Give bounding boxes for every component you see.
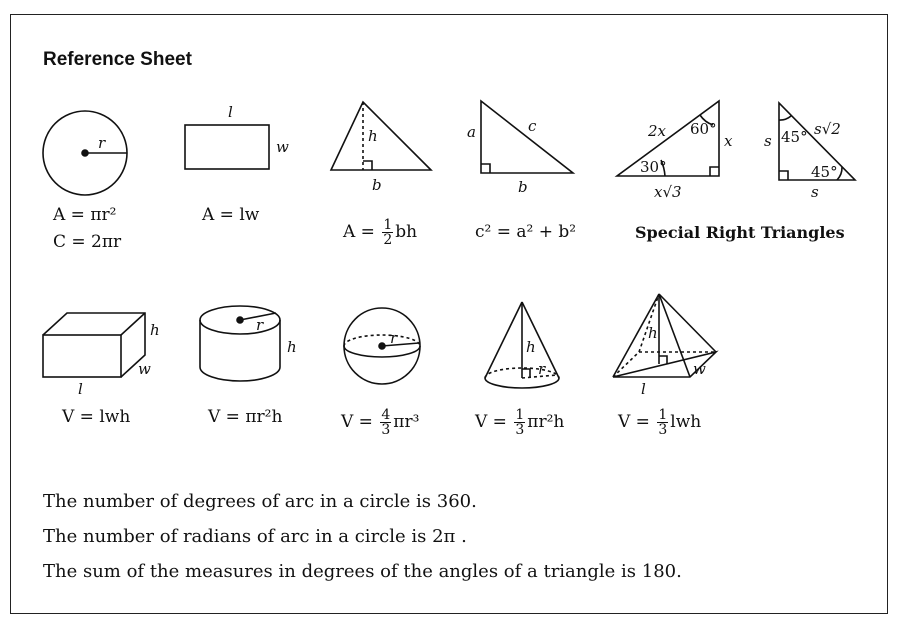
- tri30-long-label: x√3: [654, 183, 682, 201]
- cone-lhs: V =: [475, 412, 513, 432]
- right-tri-c-label: c: [528, 117, 537, 135]
- cone-r-label: r: [538, 360, 546, 378]
- sphere-rhs: πr³: [393, 412, 420, 432]
- tri30-hyp-label: 2x: [648, 122, 667, 140]
- tri30-short-label: x: [724, 132, 733, 150]
- sphere-figure: [344, 308, 420, 384]
- right-tri-a-label: a: [467, 123, 476, 141]
- special-right-triangles-label: Special Right Triangles: [635, 223, 845, 242]
- one-third-fraction: [657, 408, 668, 437]
- pyramid-volume-formula: [618, 408, 701, 437]
- sphere-volume-formula: [341, 408, 419, 437]
- cyl-h-label: h: [287, 338, 297, 356]
- one-third-fraction: [514, 408, 525, 437]
- triangle-30-60-90-figure: [617, 101, 733, 201]
- cylinder-volume-formula: V = πr²h: [208, 407, 283, 427]
- cone-volume-formula: [475, 408, 564, 437]
- fact-degrees-circle: The number of degrees of arc in a circle is 360.: [43, 491, 477, 512]
- rect-width-label: w: [276, 138, 289, 156]
- pyr-w-label: w: [693, 360, 706, 378]
- fraction-denominator: 3: [381, 422, 391, 438]
- fraction-numerator: 1: [383, 217, 393, 233]
- sphere-lhs: V =: [341, 412, 379, 432]
- fraction-numerator: 1: [515, 407, 525, 423]
- tri30-60-label: 60°: [690, 120, 717, 138]
- fraction-denominator: 3: [658, 422, 668, 438]
- triangle-area-lhs: A =: [343, 222, 381, 242]
- tri45-bottom-s-label: s: [811, 183, 819, 201]
- triangle-height-label: h: [368, 127, 378, 145]
- box-h-label: h: [150, 321, 160, 339]
- cone-h-label: h: [526, 338, 536, 356]
- rectangle-area-formula: A = lw: [202, 205, 260, 225]
- tri45-top-angle-label: 45°: [781, 128, 808, 146]
- cone-rhs: πr²h: [527, 412, 565, 432]
- fact-radians-circle: The number of radians of arc in a circle is 2π .: [43, 526, 467, 547]
- tri45-left-s-label: s: [764, 132, 772, 150]
- pyramid-rhs: lwh: [670, 412, 702, 432]
- pyramid-lhs: V =: [618, 412, 656, 432]
- right-tri-b-label: b: [518, 178, 528, 196]
- box-w-label: w: [138, 360, 151, 378]
- page-title: Reference Sheet: [43, 49, 192, 70]
- tri45-bottom-angle-label: 45°: [811, 163, 838, 181]
- cone-figure: [485, 302, 559, 388]
- fraction-numerator: 1: [658, 407, 668, 423]
- tri45-hyp-label: s√2: [814, 120, 841, 138]
- pythagorean-formula: c² = a² + b²: [475, 222, 577, 242]
- triangle-figure: [331, 102, 431, 194]
- pyr-l-label: l: [641, 380, 646, 398]
- circle-area-formula: A = πr²: [53, 205, 117, 225]
- right-triangle-figure: [467, 101, 573, 196]
- fact-triangle-angles: The sum of the measures in degrees of the angles of a triangle is 180.: [43, 561, 682, 582]
- box-figure: [43, 313, 160, 398]
- box-volume-formula: V = lwh: [62, 407, 131, 427]
- circle-circumference-formula: C = 2πr: [53, 232, 122, 252]
- fraction-denominator: 2: [383, 232, 393, 248]
- rectangle-figure: [185, 103, 289, 169]
- rect-length-label: l: [228, 103, 233, 121]
- fraction-numerator: 4: [381, 407, 391, 423]
- pyr-h-label: h: [648, 324, 658, 342]
- triangle-area-rhs: bh: [395, 222, 418, 242]
- tri30-30-label: 30°: [640, 158, 667, 176]
- cyl-r-label: r: [256, 316, 264, 334]
- triangle-45-45-90-figure: [764, 103, 855, 201]
- box-l-label: l: [78, 380, 83, 398]
- fraction-denominator: 3: [515, 422, 525, 438]
- triangle-base-label: b: [372, 176, 382, 194]
- sphere-r-label: r: [390, 329, 398, 347]
- cylinder-figure: [200, 306, 297, 381]
- circle-figure: [43, 111, 127, 195]
- pyramid-figure: [613, 294, 716, 398]
- circle-radius-label: r: [98, 134, 106, 152]
- half-fraction: [382, 218, 393, 247]
- four-thirds-fraction: [380, 408, 391, 437]
- triangle-area-formula: [343, 218, 417, 247]
